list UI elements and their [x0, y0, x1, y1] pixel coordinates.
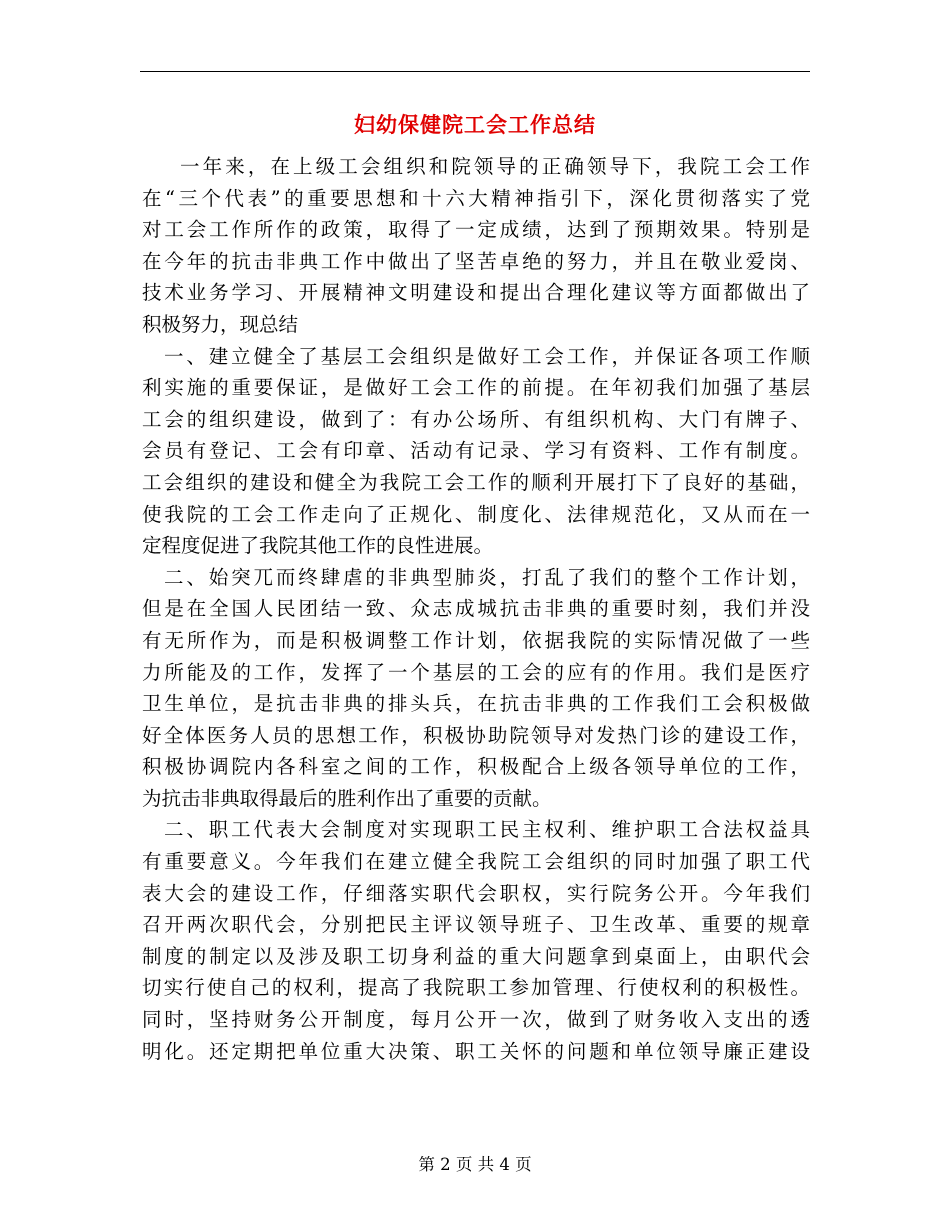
paragraph-line: 切实行使自己的权利，提高了我院职工参加管理、行使权利的积极性。	[142, 976, 810, 1000]
paragraph-line: 表大会的建设工作，仔细落实职代会职权，实行院务公开。今年我们	[142, 881, 810, 905]
paragraph	[142, 814, 810, 1067]
paragraph-line: 在“三个代表”的重要思想和十六大精神指引下，深化贯彻落实了党	[142, 186, 810, 210]
paragraph-line: 同时，坚持财务公开制度，每月公开一次，做到了财务收入支出的透	[142, 1008, 810, 1032]
paragraph-list	[142, 151, 810, 1067]
paragraph-line: 对工会工作所作的政策，取得了一定成绩，达到了预期效果。特别是	[142, 218, 810, 242]
paragraph	[142, 562, 810, 815]
paragraph-line: 召开两次职代会，分别把民主评议领导班子、卫生改革、重要的规章	[142, 913, 810, 937]
header-rule	[140, 71, 810, 72]
paragraph	[142, 151, 810, 341]
document-body	[142, 151, 810, 1067]
paragraph-line: 积极协调院内各科室之间的工作，积极配合上级各领导单位的工作，	[142, 755, 810, 779]
paragraph-line: 工会组织的建设和健全为我院工会工作的顺利开展打下了良好的基础，	[142, 470, 810, 494]
paragraph-line: 二、职工代表大会制度对实现职工民主权利、维护职工合法权益具	[164, 818, 810, 842]
paragraph-line: 会员有登记、工会有印章、活动有记录、学习有资料、工作有制度。	[142, 439, 810, 463]
paragraph-line: 制度的制定以及涉及职工切身利益的重大问题拿到桌面上，由职代会	[142, 944, 810, 968]
paragraph-line: 有无所作为，而是积极调整工作计划，依据我院的实际情况做了一些	[142, 628, 810, 652]
document-title: 妇幼保健院工会工作总结	[354, 112, 596, 137]
paragraph-line: 积极努力，现总结	[142, 312, 299, 336]
paragraph-line: 利实施的重要保证，是做好工会工作的前提。在年初我们加强了基层	[142, 376, 810, 400]
paragraph-line: 二、始突兀而终肆虐的非典型肺炎，打乱了我们的整个工作计划，	[164, 565, 810, 589]
page-number-footer: 第 2 页 共 4 页	[418, 1155, 532, 1174]
paragraph-line: 力所能及的工作，发挥了一个基层的工会的应有的作用。我们是医疗	[142, 660, 810, 684]
paragraph-line: 但是在全国人民团结一致、众志成城抗击非典的重要时刻，我们并没	[142, 597, 810, 621]
paragraph	[142, 341, 810, 562]
paragraph-line: 技术业务学习、开展精神文明建设和提出合理化建议等方面都做出了	[142, 281, 810, 305]
paragraph-line: 明化。还定期把单位重大决策、职工关怀的问题和单位领导廉正建设	[142, 1039, 810, 1063]
paragraph-line: 一年来，在上级工会组织和院领导的正确领导下，我院工会工作	[180, 155, 810, 178]
paragraph-line: 使我院的工会工作走向了正规化、制度化、法律规范化，又从而在一	[142, 502, 810, 526]
paragraph-line: 在今年的抗击非典工作中做出了坚苦卓绝的努力，并且在敬业爱岗、	[142, 249, 810, 273]
paragraph-line: 一、建立健全了基层工会组织是做好工会工作，并保证各项工作顺	[164, 344, 810, 368]
paragraph-line: 卫生单位，是抗击非典的排头兵，在抗击非典的工作我们工会积极做	[142, 692, 810, 716]
paragraph-line: 有重要意义。今年我们在建立健全我院工会组织的同时加强了职工代	[142, 850, 810, 874]
paragraph-line: 好全体医务人员的思想工作，积极协助院领导对发热门诊的建设工作，	[142, 723, 810, 747]
paragraph-line: 定程度促进了我院其他工作的良性进展。	[142, 534, 494, 558]
paragraph-line: 为抗击非典取得最后的胜利作出了重要的贡献。	[142, 786, 552, 810]
paragraph-line: 工会的组织建设，做到了：有办公场所、有组织机构、大门有牌子、	[142, 407, 810, 431]
